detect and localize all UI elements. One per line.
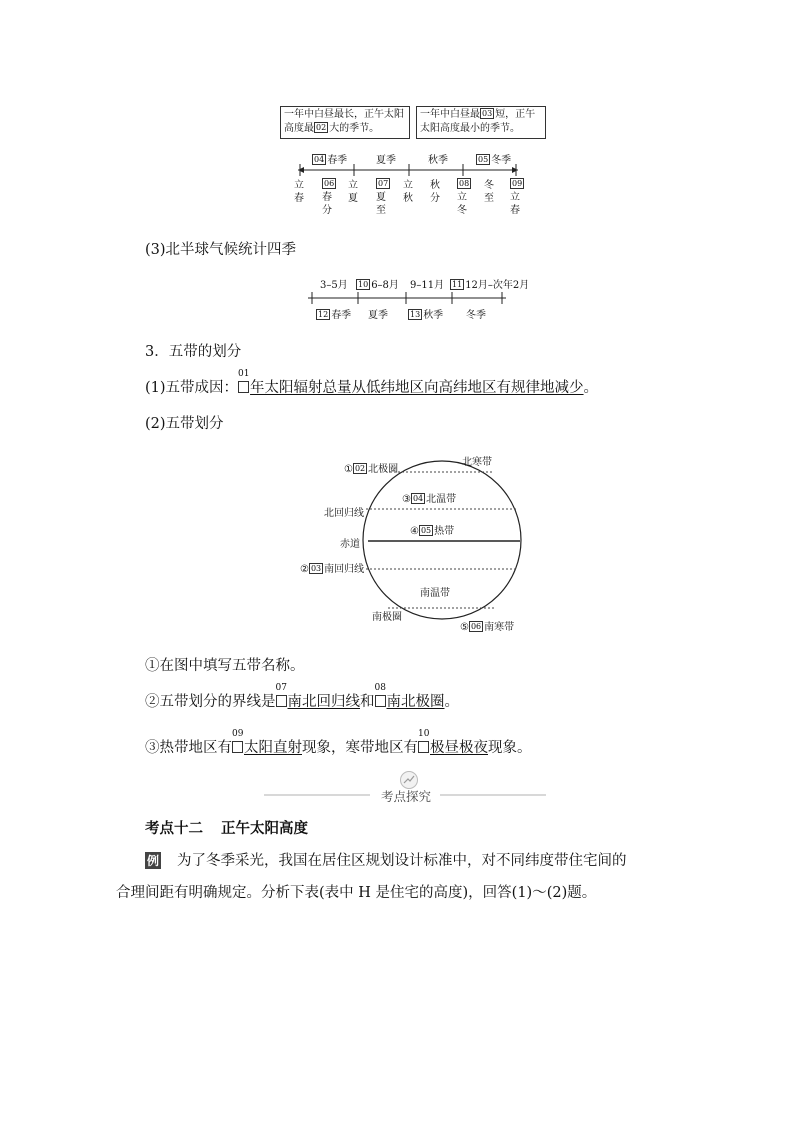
- answer-box: 02: [316, 123, 327, 132]
- term-3: 07 夏至: [376, 179, 389, 216]
- answer-box: 12: [318, 310, 329, 319]
- label-tropical: ④ 05 热带: [410, 526, 455, 537]
- label-equator: 赤道: [340, 539, 360, 550]
- label-tropic-cancer: 北回归线: [324, 508, 364, 519]
- season-box-left-after: 大的季节。: [329, 123, 380, 134]
- label-antarctic-circle: 南极圈: [372, 612, 402, 623]
- label-south-frigid: ⑤ 06 南寒带: [460, 622, 515, 633]
- season-timeline: [278, 162, 548, 178]
- term-5: 秋分: [430, 180, 440, 204]
- cause-answer: 年太阳辐射总量从低纬地区向高纬地区有规律地减少: [250, 380, 584, 396]
- climate-season-2: 13 秋季: [410, 310, 444, 321]
- season-box-left: [280, 106, 410, 139]
- climate-timeline: [290, 292, 540, 304]
- climate-month-0: 3–5月: [320, 280, 348, 291]
- answer-box: 04: [314, 155, 325, 164]
- item-phenomena: ③热带地区有 09 太阳直射现象，寒带地区有 10 极昼极夜现象。: [145, 729, 532, 756]
- globe-svg: [290, 448, 530, 638]
- season-label-winter: 05 冬季: [478, 155, 512, 166]
- answer-box: 10: [358, 280, 369, 289]
- term-1: 06 春分: [322, 179, 335, 216]
- item-fill-names: ①在图中填写五带名称。: [145, 658, 305, 674]
- answer-box: 07: [378, 179, 389, 188]
- label-tropic-capricorn: ② 03 南回归线: [300, 564, 365, 575]
- answer-box: 06: [324, 179, 335, 188]
- answer-box: 04: [412, 494, 424, 503]
- example-tag: 例: [147, 854, 160, 868]
- season-box-right: [416, 106, 546, 139]
- climate-diagram: [290, 274, 540, 324]
- topic-title: 正午太阳高度: [221, 821, 308, 837]
- answer-box: 09: [512, 179, 523, 188]
- answer-box: 06: [470, 622, 482, 631]
- season-diagram: [278, 104, 548, 222]
- answer-box: 07: [276, 695, 287, 707]
- term-0: 立春: [294, 180, 304, 204]
- season-box-right-pre: 一年中白昼最: [420, 109, 480, 120]
- answer-box: 03: [482, 109, 493, 118]
- season-label-spring: 04 春季: [314, 155, 348, 166]
- term-7: 冬至: [484, 180, 494, 204]
- answer-box: 03: [310, 564, 322, 573]
- answer-box: 05: [478, 155, 489, 164]
- label-north-temperate: ③ 04 北温带: [402, 494, 457, 505]
- climate-month-2: 9–11月: [410, 280, 445, 291]
- item-boundaries: ②五带划分的界线是 07 南北回归线和 08 南北极圈。: [145, 683, 459, 710]
- topic-number: 考点十二: [145, 821, 203, 837]
- division-heading: (2)五带划分: [145, 416, 224, 432]
- climate-month-1: 10 6–8月: [358, 280, 399, 291]
- term-2: 立夏: [348, 180, 358, 204]
- topic-heading: [145, 817, 308, 838]
- season-box-right-after: 短，正午太阳高度最小的季节。: [420, 109, 536, 134]
- answer-box: 08: [459, 179, 470, 188]
- answer-box: 08: [375, 695, 386, 707]
- five-zones-globe: [290, 448, 530, 638]
- climate-season-0: 12 春季: [318, 310, 352, 321]
- answer-box: 01: [238, 381, 249, 393]
- season-label-summer: 夏季: [376, 155, 396, 166]
- season-box-left-text: 一年中白昼最长，正午太阳高度最: [284, 109, 404, 134]
- example-line-2: 合理间距有明确规定。分析下表(表中 H 是住宅的高度)，回答(1)～(2)题。: [116, 885, 597, 901]
- answer-box: 10: [418, 741, 429, 753]
- answer-box: 09: [232, 741, 243, 753]
- label-north-frigid: 北寒带: [462, 457, 492, 468]
- climate-season-3: 冬季: [466, 310, 486, 321]
- label-south-temperate: 南温带: [420, 588, 450, 599]
- answer-box: 13: [410, 310, 421, 319]
- climate-month-3: 11 12月–次年2月: [452, 280, 530, 291]
- answer-box: 11: [452, 280, 463, 289]
- answer-direct-sun: 太阳直射: [244, 740, 302, 756]
- climate-seasons-heading: (3)北半球气候统计四季: [145, 242, 297, 258]
- label-arctic-circle: ① 02 北极圈: [344, 464, 399, 475]
- answer-polar-circles: 南北极圈: [386, 694, 445, 710]
- answer-box: 02: [354, 464, 366, 473]
- season-label-autumn: 秋季: [428, 155, 448, 166]
- explore-title: 考点探究: [380, 789, 431, 804]
- term-4: 立秋: [403, 180, 413, 204]
- explore-divider: [260, 768, 550, 808]
- five-zones-cause: (1)五带成因： 01 年太阳辐射总量从低纬地区向高纬地区有规律地减少。: [145, 369, 599, 396]
- term-6: 08 立冬: [457, 179, 470, 216]
- example-line-1: 例 为了冬季采光，我国在居住区规划设计标准中，对不同纬度带住宅间的: [147, 853, 627, 869]
- answer-tropics: 南北回归线: [287, 694, 360, 710]
- five-zones-heading: 3．五带的划分: [145, 344, 242, 360]
- climate-season-1: 夏季: [368, 310, 388, 321]
- answer-box: 05: [420, 526, 432, 535]
- term-8: 09 立春: [510, 179, 523, 216]
- answer-polar-day-night: 极昼极夜: [430, 740, 488, 756]
